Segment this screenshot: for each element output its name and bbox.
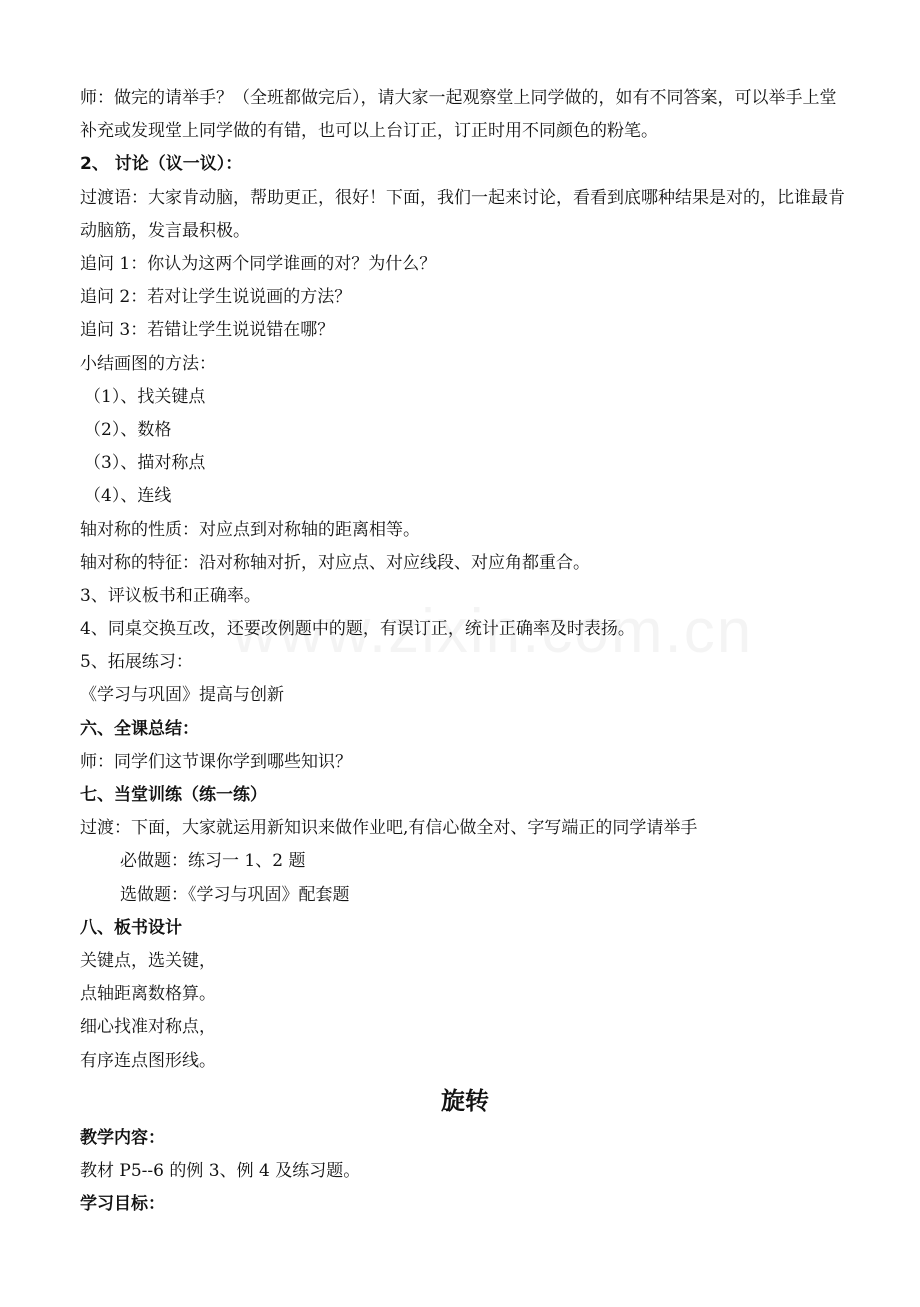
heading-discuss: 2、 讨论（议一议）： bbox=[80, 154, 243, 175]
item-5-sub: 《学习与巩固》提高与创新 bbox=[80, 685, 284, 706]
step-item: （4）、连线 bbox=[84, 486, 172, 507]
board-line: 有序连点图形线。 bbox=[80, 1050, 216, 1071]
summary-label: 小结画图的方法： bbox=[80, 353, 216, 374]
step-item: （1）、找关键点 bbox=[84, 386, 206, 407]
symmetry-property: 轴对称的性质：对应点到对称轴的距离相等。 bbox=[80, 519, 420, 540]
transition-paragraph: 过渡语：大家肯动脑，帮助更正，很好！下面，我们一起来讨论，看看到底哪种结果是对的，比谁最肯动脑筋，发言最积极。 bbox=[80, 187, 845, 241]
question-1: 追问 1：你认为这两个同学谁画的对？为什么？ bbox=[80, 254, 437, 274]
document-body bbox=[80, 82, 850, 1221]
heading-summary: 六、全课总结： bbox=[80, 718, 199, 739]
practice-transition: 过渡：下面，大家就运用新知识来做作业吧,有信心做全对、字写端正的同学请举手 bbox=[80, 818, 698, 839]
board-line: 关键点，选关键， bbox=[80, 950, 216, 971]
question-3: 追问 3：若错让学生说说错在哪？ bbox=[80, 320, 335, 341]
item-3: 3、评议板书和正确率。 bbox=[80, 585, 261, 606]
step-item: （2）、数格 bbox=[84, 419, 172, 440]
heading-board-design: 八、板书设计 bbox=[80, 917, 182, 938]
symmetry-feature: 轴对称的特征：沿对称轴对折，对应点、对应线段、对应角都重合。 bbox=[80, 552, 590, 573]
heading-practice: 七、当堂训练（练一练） bbox=[80, 785, 267, 805]
optional-exercise: 选做题：《学习与巩固》配套题 bbox=[120, 884, 350, 905]
board-line: 点轴距离数格算。 bbox=[80, 984, 216, 1005]
board-line: 细心找准对称点， bbox=[80, 1017, 216, 1038]
step-item: （3）、描对称点 bbox=[84, 453, 206, 474]
summary-question: 师：同学们这节课你学到哪些知识？ bbox=[80, 751, 352, 772]
heading-learning-goals: 学习目标： bbox=[80, 1194, 165, 1215]
question-2: 追问 2：若对让学生说说画的方法？ bbox=[80, 287, 352, 308]
teaching-content: 教材 P5--6 的例 3、例 4 及练习题。 bbox=[80, 1160, 361, 1181]
section-title: 旋转 bbox=[441, 1086, 489, 1115]
item-5: 5、拓展练习： bbox=[80, 652, 193, 673]
teacher-paragraph: 师：做完的请举手？（全班都做完后），请大家一起观察堂上同学做的，如有不同答案，可以举手上堂补充或发现堂上同学做的有错，也可以上台订正，订正时用不同颜色的粉笔。 bbox=[80, 88, 837, 142]
heading-teaching-content: 教学内容： bbox=[80, 1127, 165, 1148]
item-4: 4、同桌交换互改，还要改例题中的题，有误订正，统计正确率及时表扬。 bbox=[80, 619, 635, 640]
required-exercise: 必做题：练习一 1、2 题 bbox=[120, 851, 306, 872]
